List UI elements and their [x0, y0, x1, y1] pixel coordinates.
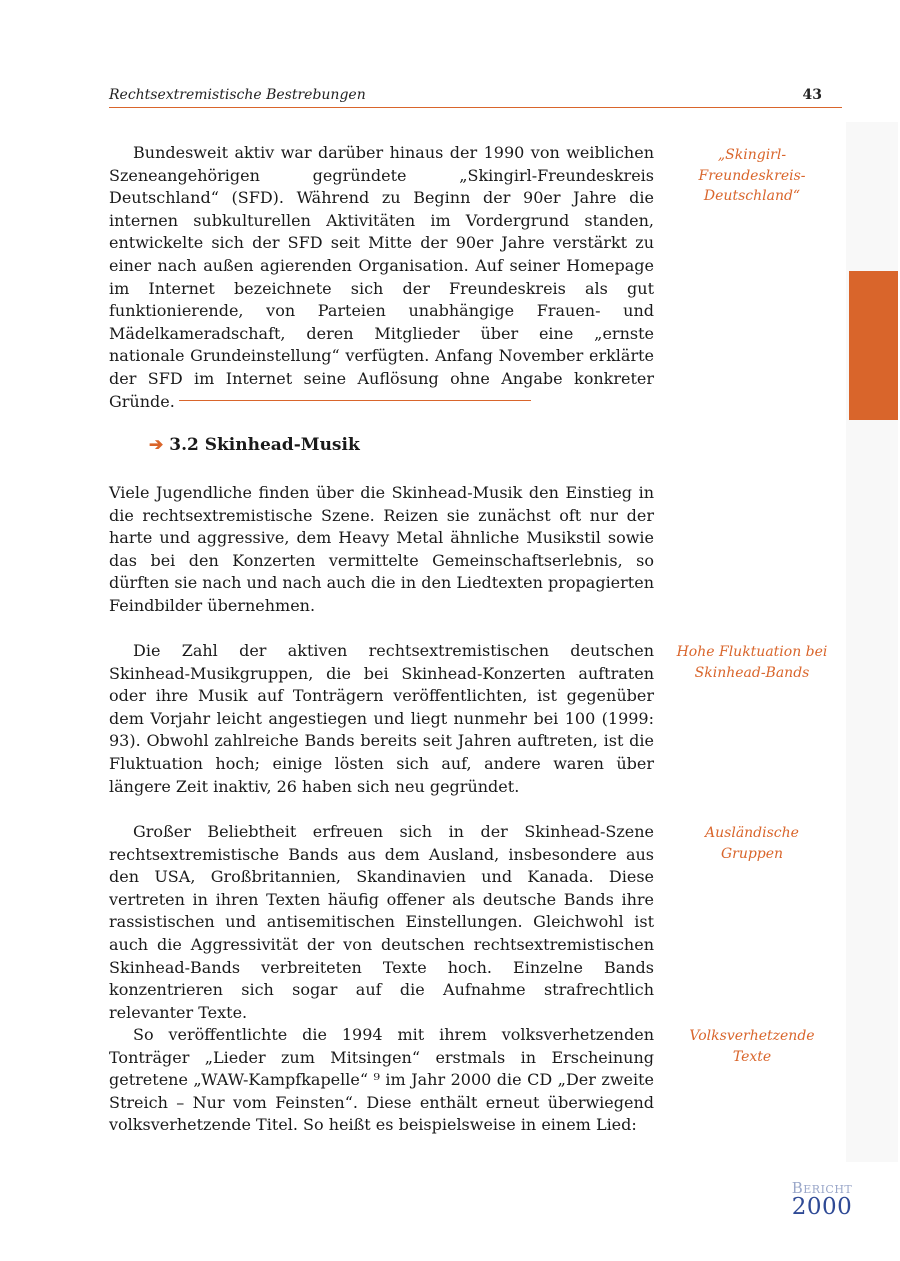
paragraph-skinhead-music-intro: Viele Jugendliche finden über die Skinhead-Musik den Einstieg in die rechtsextremistische Szene. Reizen sie zunächst oft nur der harte und aggressive, dem Heavy Metal ähnliche Musikstil sowie das bei den Konzerten vermittelte Gemeinschaftserlebnis, so dürften sie nach und nach auch die in den Liedtexten propagierten Feindbilder übernehmen. — [109, 483, 654, 615]
chapter-tab — [849, 271, 898, 420]
page-number: 43 — [802, 87, 822, 103]
arrow-right-icon: ➔ — [149, 435, 164, 455]
section-heading-text: 3.2 Skinhead-Musik — [169, 435, 360, 455]
running-header — [109, 86, 842, 108]
paragraph-waw-kampfkapelle: So veröffentlichte die 1994 mit ihrem volksverhetzenden Tonträger „Lieder zum Mitsingen“ erstmals in Erscheinung getretene „WAW-Kampfkapelle“ ⁹ im Jahr 2000 die CD „Der zweite Streich – Nur vom Feinsten“. Diese enthält erneut überwiegend volksverhetzende Titel. So heißt es beispielsweise in einem Lied: — [109, 1025, 654, 1135]
paragraph-fluctuation: Die Zahl der aktiven rechtsextremistischen deutschen Skinhead-Musikgruppen, die bei Skinhead-Konzerten auftraten oder ihre Musik auf Tonträgern veröffentlichten, ist gegenüber dem Vorjahr leicht angestiegen und liegt nunmehr bei 100 (1999: 93). Obwohl zahlreiche Bands bereits seit Jahren auftreten, ist die Fluktuation hoch; einige lösten sich auf, andere waren über längere Zeit inaktiv, 26 haben sich neu gegründet. — [109, 641, 654, 796]
margin-note-skingirl: „Skingirl-Freundeskreis-Deutschland“ — [698, 147, 806, 204]
paragraph-foreign-bands: Großer Beliebtheit erfreuen sich in der Skinhead-Szene rechtsextremistische Bands aus dem Ausland, insbesondere aus den USA, Großbritannien, Skandinavien und Kanada. Diese vertreten in ihren Texten häufig offener als deutsche Bands ihre rassistischen und antisemitischen Einstellungen. Gleichwohl ist auch die Aggressivität der von deutschen rechtsextremistischen Skinhead-Bands verbreiteten Texte hoch. Einzelne Bands konzentrieren sich sogar auf die Aufnahme strafrechtlich relevanter Texte. — [109, 822, 654, 1022]
logo-year: 2000 — [791, 1194, 853, 1220]
margin-note-hate-texts: Volksverhetzende Texte — [689, 1028, 815, 1065]
section-divider — [179, 400, 531, 401]
report-logo — [786, 1180, 858, 1218]
logo-word: Bericht — [791, 1179, 853, 1197]
section-heading — [149, 435, 360, 455]
margin-note-foreign-groups: Ausländische Gruppen — [705, 825, 799, 862]
paragraph-sfd: Bundesweit aktiv war darüber hinaus der 1990 von weiblichen Szeneangehörigen gegründete „Skingirl-Freundeskreis Deutschland“ (SFD). Während zu Beginn der 90er Jahre die internen subkulturellen Aktivitäten im Vordergrund standen, entwickelte sich der SFD seit Mitte der 90er Jahre verstärkt zu einer nach außen agierenden Organisation. Auf seiner Homepage im Internet bezeichnete sich der Freundeskreis als gut funktionierende, von Parteien unabhängige Frauen- und Mädelkameradschaft, deren Mitglieder über eine „ernste nationale Grundeinstellung“ verfügten. Anfang November erklärte der SFD im Internet seine Auflösung ohne Angabe konkreter Gründe. — [109, 143, 654, 411]
header-title: Rechtsextremistische Bestrebungen — [109, 87, 366, 103]
margin-note-fluctuation: Hohe Fluktuation bei Skinhead-Bands — [676, 644, 828, 681]
